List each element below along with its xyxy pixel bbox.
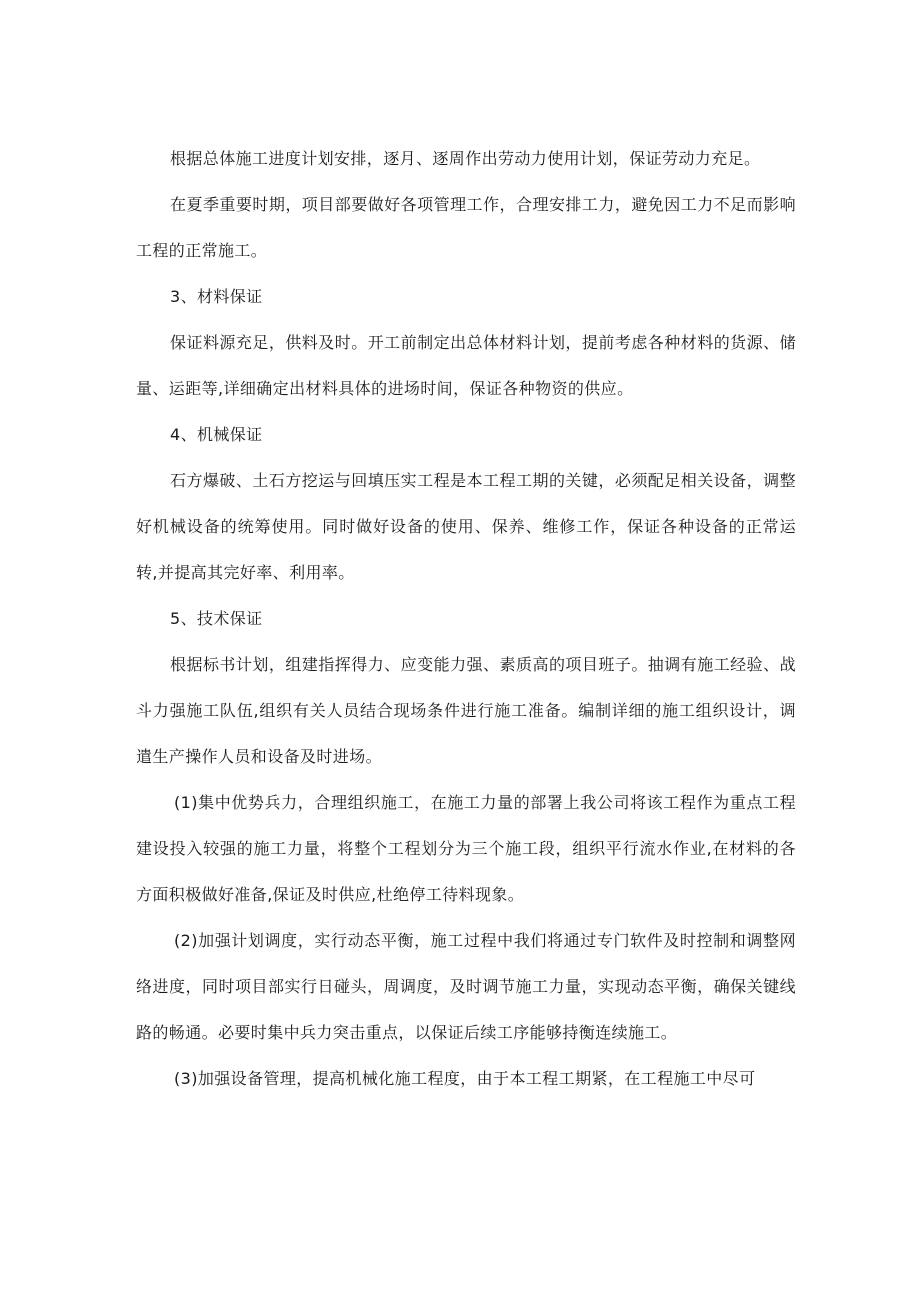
paragraph-machinery-usage: 石方爆破、土石方挖运与回填压实工程是本工程工期的关键，必须配足相关设备，调整好机械设备的统筹使用。同时做好设备的使用、保养、维修工作，保证各种设备的正常运转,并提高其完好率、利用率。 [136,471,796,582]
paragraph-technical-team: 根据标书计划，组建指挥得力、应变能力强、素质高的项目班子。抽调有施工经验、战斗力强施工队伍,组织有关人员结合现场条件进行施工准备。编制详细的施工组织设计，调遣生产操作人员和设备及时进场。 [136,655,796,766]
heading-technical-guarantee: 5、技术保证 [170,609,263,628]
paragraph-labor-plan: 根据总体施工进度计划安排，逐月、逐周作出劳动力使用计划，保证劳动力充足。 [170,149,761,168]
list-item-concentrate-forces: (1)集中优势兵力，合理组织施工，在施工力量的部署上我公司将该工程作为重点工程建设投入较强的施工力量，将整个工程划分为三个施工段，组织平行流水作业,在材料的各方面积极做好准备,保证及时供应,杜绝停工待料现象。 [136,793,796,904]
document-body [136,136,796,1102]
heading-machinery-guarantee: 4、机械保证 [170,425,263,444]
list-item-equipment-management: (3)加强设备管理，提高机械化施工程度，由于本工程工期紧，在工程施工中尽可 [174,1069,756,1088]
paragraph-summer-management: 在夏季重要时期，项目部要做好各项管理工作，合理安排工力，避免因工力不足而影响工程的正常施工。 [136,195,796,260]
heading-material-guarantee: 3、材料保证 [170,287,263,306]
paragraph-material-supply: 保证料源充足，供料及时。开工前制定出总体材料计划，提前考虑各种材料的货源、储量、运距等,详细确定出材料具体的进场时间，保证各种物资的供应。 [136,333,796,398]
list-item-planning-dispatch: (2)加强计划调度，实行动态平衡，施工过程中我们将通过专门软件及时控制和调整网络进度，同时项目部实行日碰头，周调度，及时调节施工力量，实现动态平衡，确保关键线路的畅通。必要时集中兵力突击重点，以保证后续工序能够持衡连续施工。 [136,931,796,1042]
